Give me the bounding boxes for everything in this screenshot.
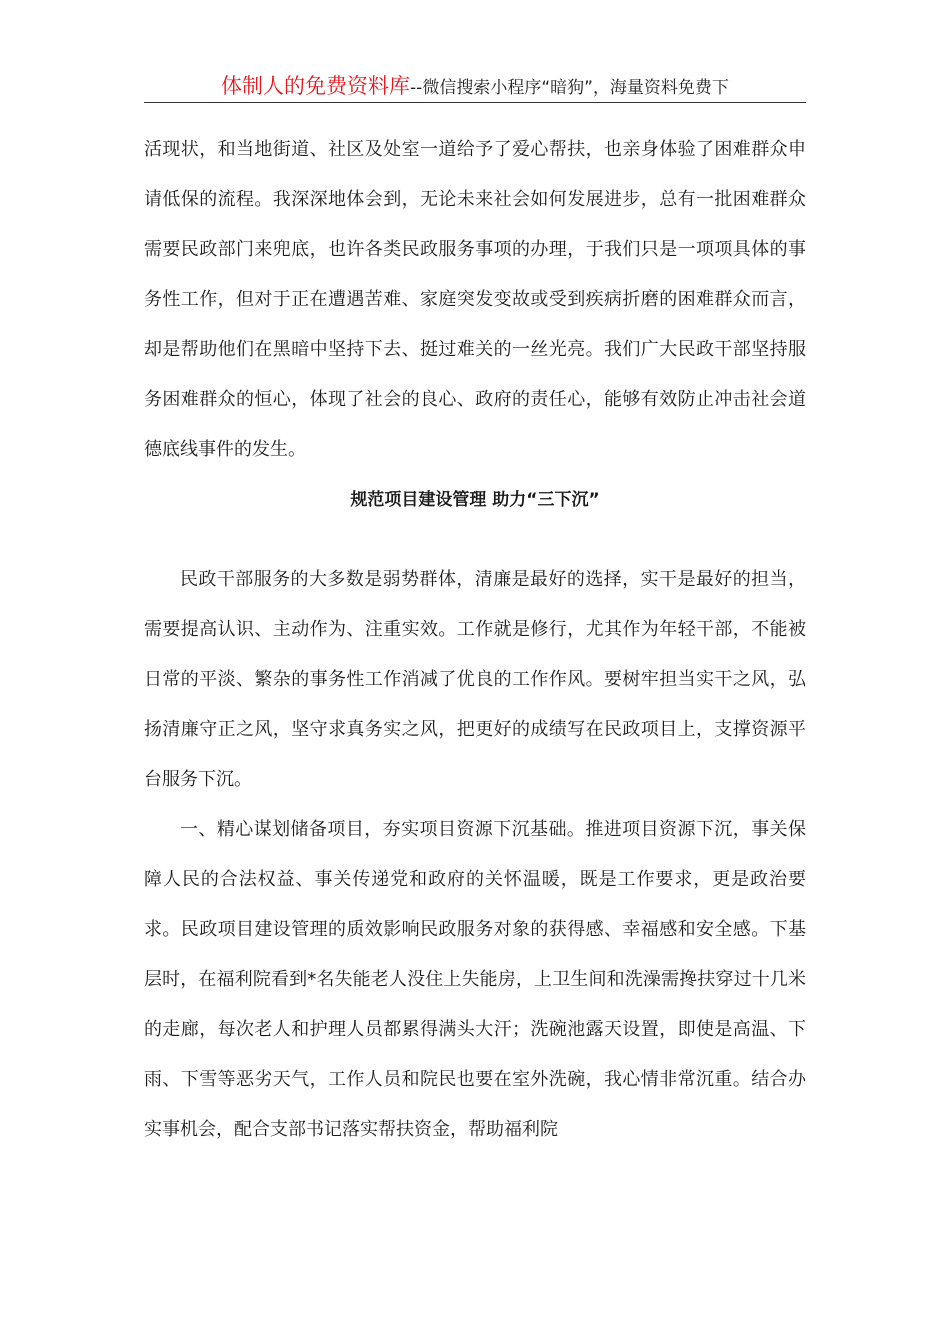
section-title: 规范项目建设管理 助力“三下沉”	[350, 490, 600, 510]
page-header	[144, 70, 806, 103]
header-brand: 体制人的免费资料库	[221, 74, 411, 98]
header-tagline: --微信搜索小程序“暗狗”，海量资料免费下	[410, 78, 729, 98]
paragraph-intro: 民政干部服务的大多数是弱势群体，清廉是最好的选择，实干是最好的担当，需要提高认识、主动作为、注重实效。工作就是修行，尤其作为年轻干部，不能被日常的平淡、繁杂的事务性工作消减了优良的工作作风。要树牢担当实干之风，弘扬清廉守正之风，坚守求真务实之风，把更好的成绩写在民政项目上，支撑资源平台服务下沉。	[144, 569, 806, 790]
paragraph-continuation: 活现状，和当地街道、社区及处室一道给予了爱心帮扶，也亲身体验了困难群众申请低保的流程。我深深地体会到，无论未来社会如何发展进步，总有一批困难群众需要民政部门来兜底，也许各类民政服务事项的办理，于我们只是一项项具体的事务性工作，但对于正在遭遇苦难、家庭突发变故或受到疾病折磨的困难群众而言，却是帮助他们在黑暗中坚持下去、挺过难关的一丝光亮。我们广大民政干部坚持服务困难群众的恒心，体现了社会的良心、政府的责任心，能够有效防止冲击社会道德底线事件的发生。	[144, 139, 806, 460]
paragraph-point-one: 一、精心谋划储备项目，夯实项目资源下沉基础。推进项目资源下沉，事关保障人民的合法权益、事关传递党和政府的关怀温暖，既是工作要求，更是政治要求。民政项目建设管理的质效影响民政服务对象的获得感、幸福感和安全感。下基层时，在福利院看到*名失能老人没住上失能房，上卫生间和洗澡需搀扶穿过十几米的走廊，每次老人和护理人员都累得满头大汗；洗碗池露天设置，即使是高温、下雨、下雪等恶劣天气，工作人员和院民也要在室外洗碗，我心情非常沉重。结合办实事机会，配合支部书记落实帮扶资金，帮助福利院	[144, 819, 806, 1140]
